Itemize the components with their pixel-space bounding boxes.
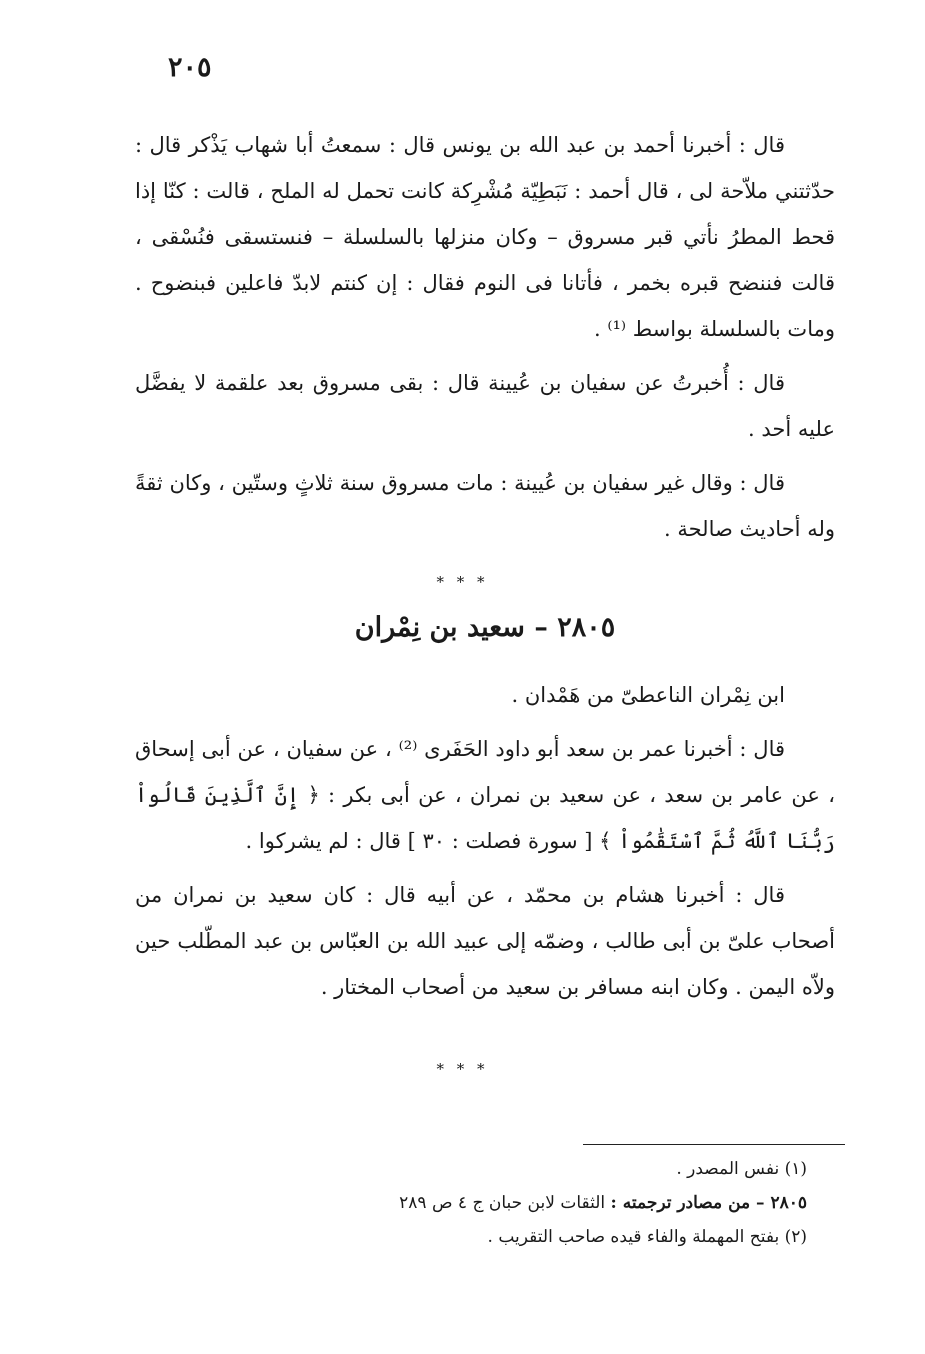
paragraph: ابن نِمْران الناعطىّ من هَمْدان .	[511, 683, 785, 707]
quran-verse: ﴿ إِنَّ ٱلَّذِينَ قَالُواْ رَبُّنَا ٱللَّهُ ثُمَّ ٱسْتَقَٰمُواْ ﴾	[135, 783, 835, 853]
section-separator: * * *	[436, 573, 489, 591]
paragraph	[135, 726, 835, 864]
footnote-entry-label: ٢٨٠٥ – من مصادر ترجمته :	[610, 1193, 807, 1213]
paragraph: قال : أخبرنا هشام بن محمّد ، عن أبيه قال : كان سعيد بن نمران من أصحاب علىّ بن أبى طالب ، وضمّه إلى عبيد الله بن العبّاس بن عبد المطّلب حين ولاّه اليمن . وكان ابنه مسافر بن سعيد من أصحاب المختار .	[135, 883, 835, 999]
entry-heading: ٢٨٠٥ – سعيد بن نِمْران	[354, 612, 616, 643]
entry-2805-text	[135, 672, 835, 1010]
footnote	[135, 1186, 835, 1220]
paragraph: قال : أُخبرتُ عن سفيان بن عُيينة قال : بقى مسروق بعد علقمة لا يفضَّل عليه أحد .	[135, 371, 835, 441]
footnote-divider	[583, 1144, 845, 1145]
footnote: (٢) بفتح المهملة والفاء قيده صاحب التقريب .	[487, 1227, 807, 1247]
footnote-source: الثقات لابن حبان ج ٤ ص ٢٨٩	[399, 1193, 606, 1213]
section-separator: * * *	[436, 1060, 489, 1078]
footnotes	[135, 1152, 835, 1254]
footnote: (١) نفس المصدر .	[676, 1159, 807, 1179]
page-number: ٢٠٥	[168, 52, 212, 83]
verse-reference: [ سورة فصلت : ٣٠ ] قال : لم يشركوا .	[245, 829, 593, 853]
isnad-text: قال : أخبرنا عمر بن سعد أبو داود الحَفَرى ⁽²⁾ ، عن سفيان ، عن أبى إسحاق ، عن عامر بن سعد ، عن سعيد بن نمران ، عن أبى بكر :	[135, 737, 835, 807]
paragraph: قال : وقال غير سفيان بن عُيينة : مات مسروق سنة ثلاثٍ وستّين ، وكان ثقةً وله أحاديث صالحة .	[135, 471, 835, 541]
paragraph: قال : أخبرنا أحمد بن عبد الله بن يونس قال : سمعتُ أبا شهاب يَذْكر قال : حدّثتني ملاّحة لى ، قال أحمد : نَبَطِيّة مُشْرِكة كانت تحمل له الملح ، قالت : كنّا إذا قحط المطرُ نأتي قبر مسروق – وكان منزلها بالسلسلة – فنستسقى فنُسْقى ، قالت فننضح قبره بخمر ، فأتانا فى النوم فقال : إن كنتم لابدّ فاعلين فبنضوح . ومات بالسلسلة بواسط ⁽¹⁾ .	[135, 133, 835, 341]
entry-2804-text	[135, 122, 835, 552]
